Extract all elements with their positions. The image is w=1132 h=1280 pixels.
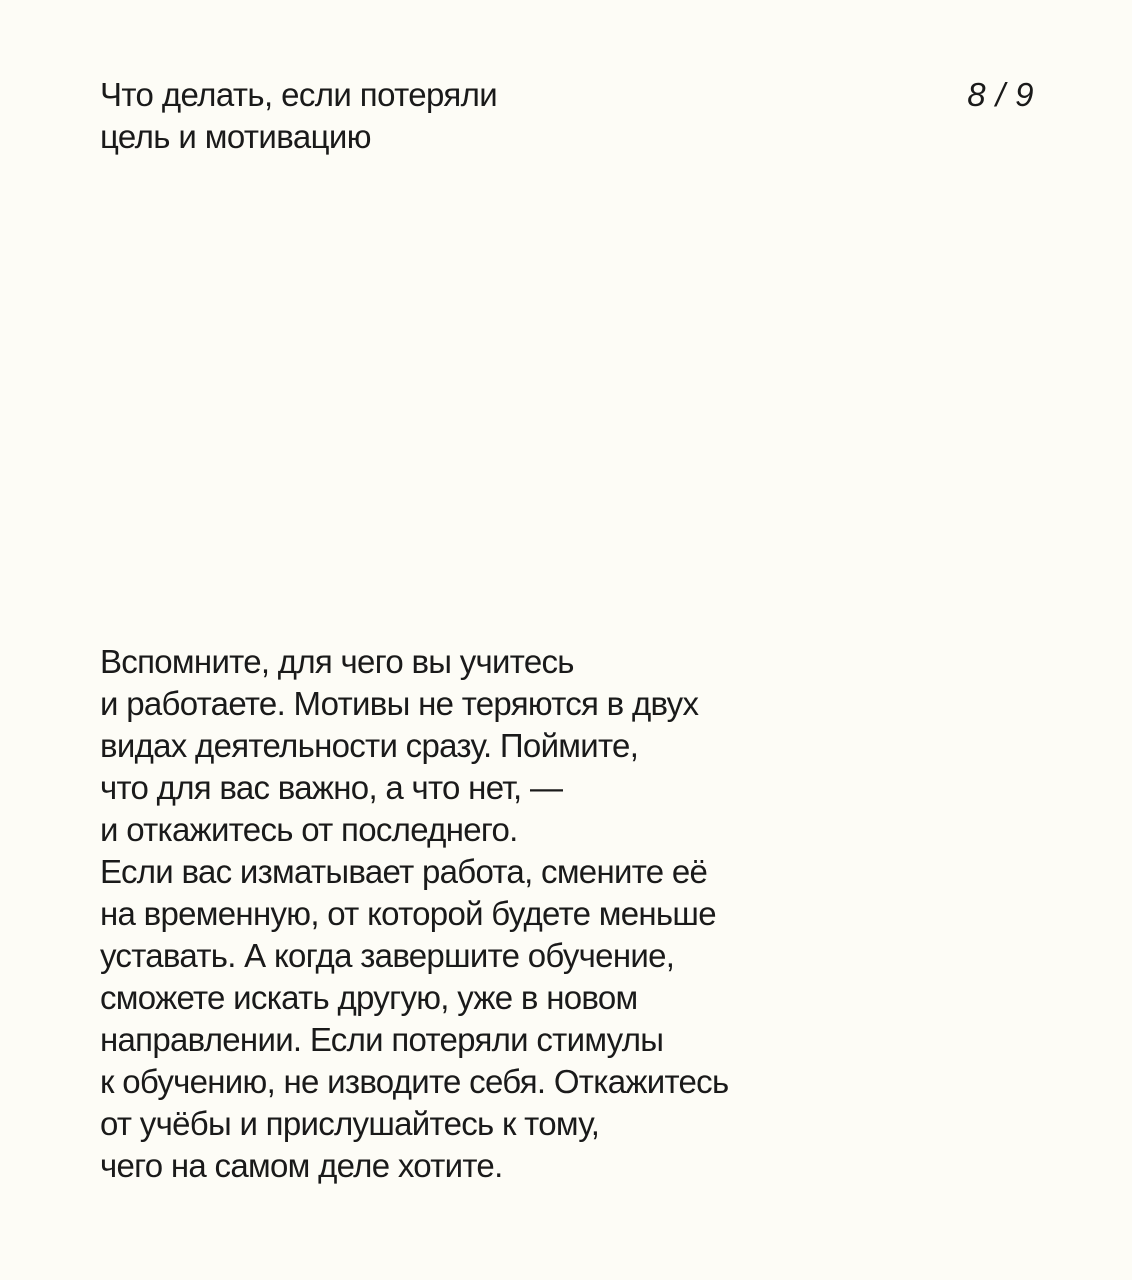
slide-title bbox=[100, 74, 497, 158]
body-line: сможете искать другую, уже в новом bbox=[100, 979, 638, 1016]
body-line: Вспомните, для чего вы учитесь bbox=[100, 643, 574, 680]
body-line: видах деятельности сразу. Поймите, bbox=[100, 727, 639, 764]
body-paragraph bbox=[100, 641, 728, 1187]
body-line: чего на самом деле хотите. bbox=[100, 1147, 503, 1184]
body-line: к обучению, не изводите себя. Откажитесь bbox=[100, 1063, 729, 1100]
page-counter: 8 / 9 bbox=[967, 76, 1034, 113]
body-line: на временную, от которой будете меньше bbox=[100, 895, 716, 932]
body-line: и откажитесь от последнего. bbox=[100, 811, 518, 848]
slide-title-line: цель и мотивацию bbox=[100, 118, 371, 155]
body-line: уставать. А когда завершите обучение, bbox=[100, 937, 675, 974]
body-line: что для вас важно, а что нет, — bbox=[100, 769, 563, 806]
body-line: направлении. Если потеряли стимулы bbox=[100, 1021, 664, 1058]
body-line: от учёбы и прислушайтесь к тому, bbox=[100, 1105, 600, 1142]
body-line: Если вас изматывает работа, смените её bbox=[100, 853, 708, 890]
body-line: и работаете. Мотивы не теряются в двух bbox=[100, 685, 699, 722]
slide-title-line: Что делать, если потеряли bbox=[100, 76, 498, 113]
